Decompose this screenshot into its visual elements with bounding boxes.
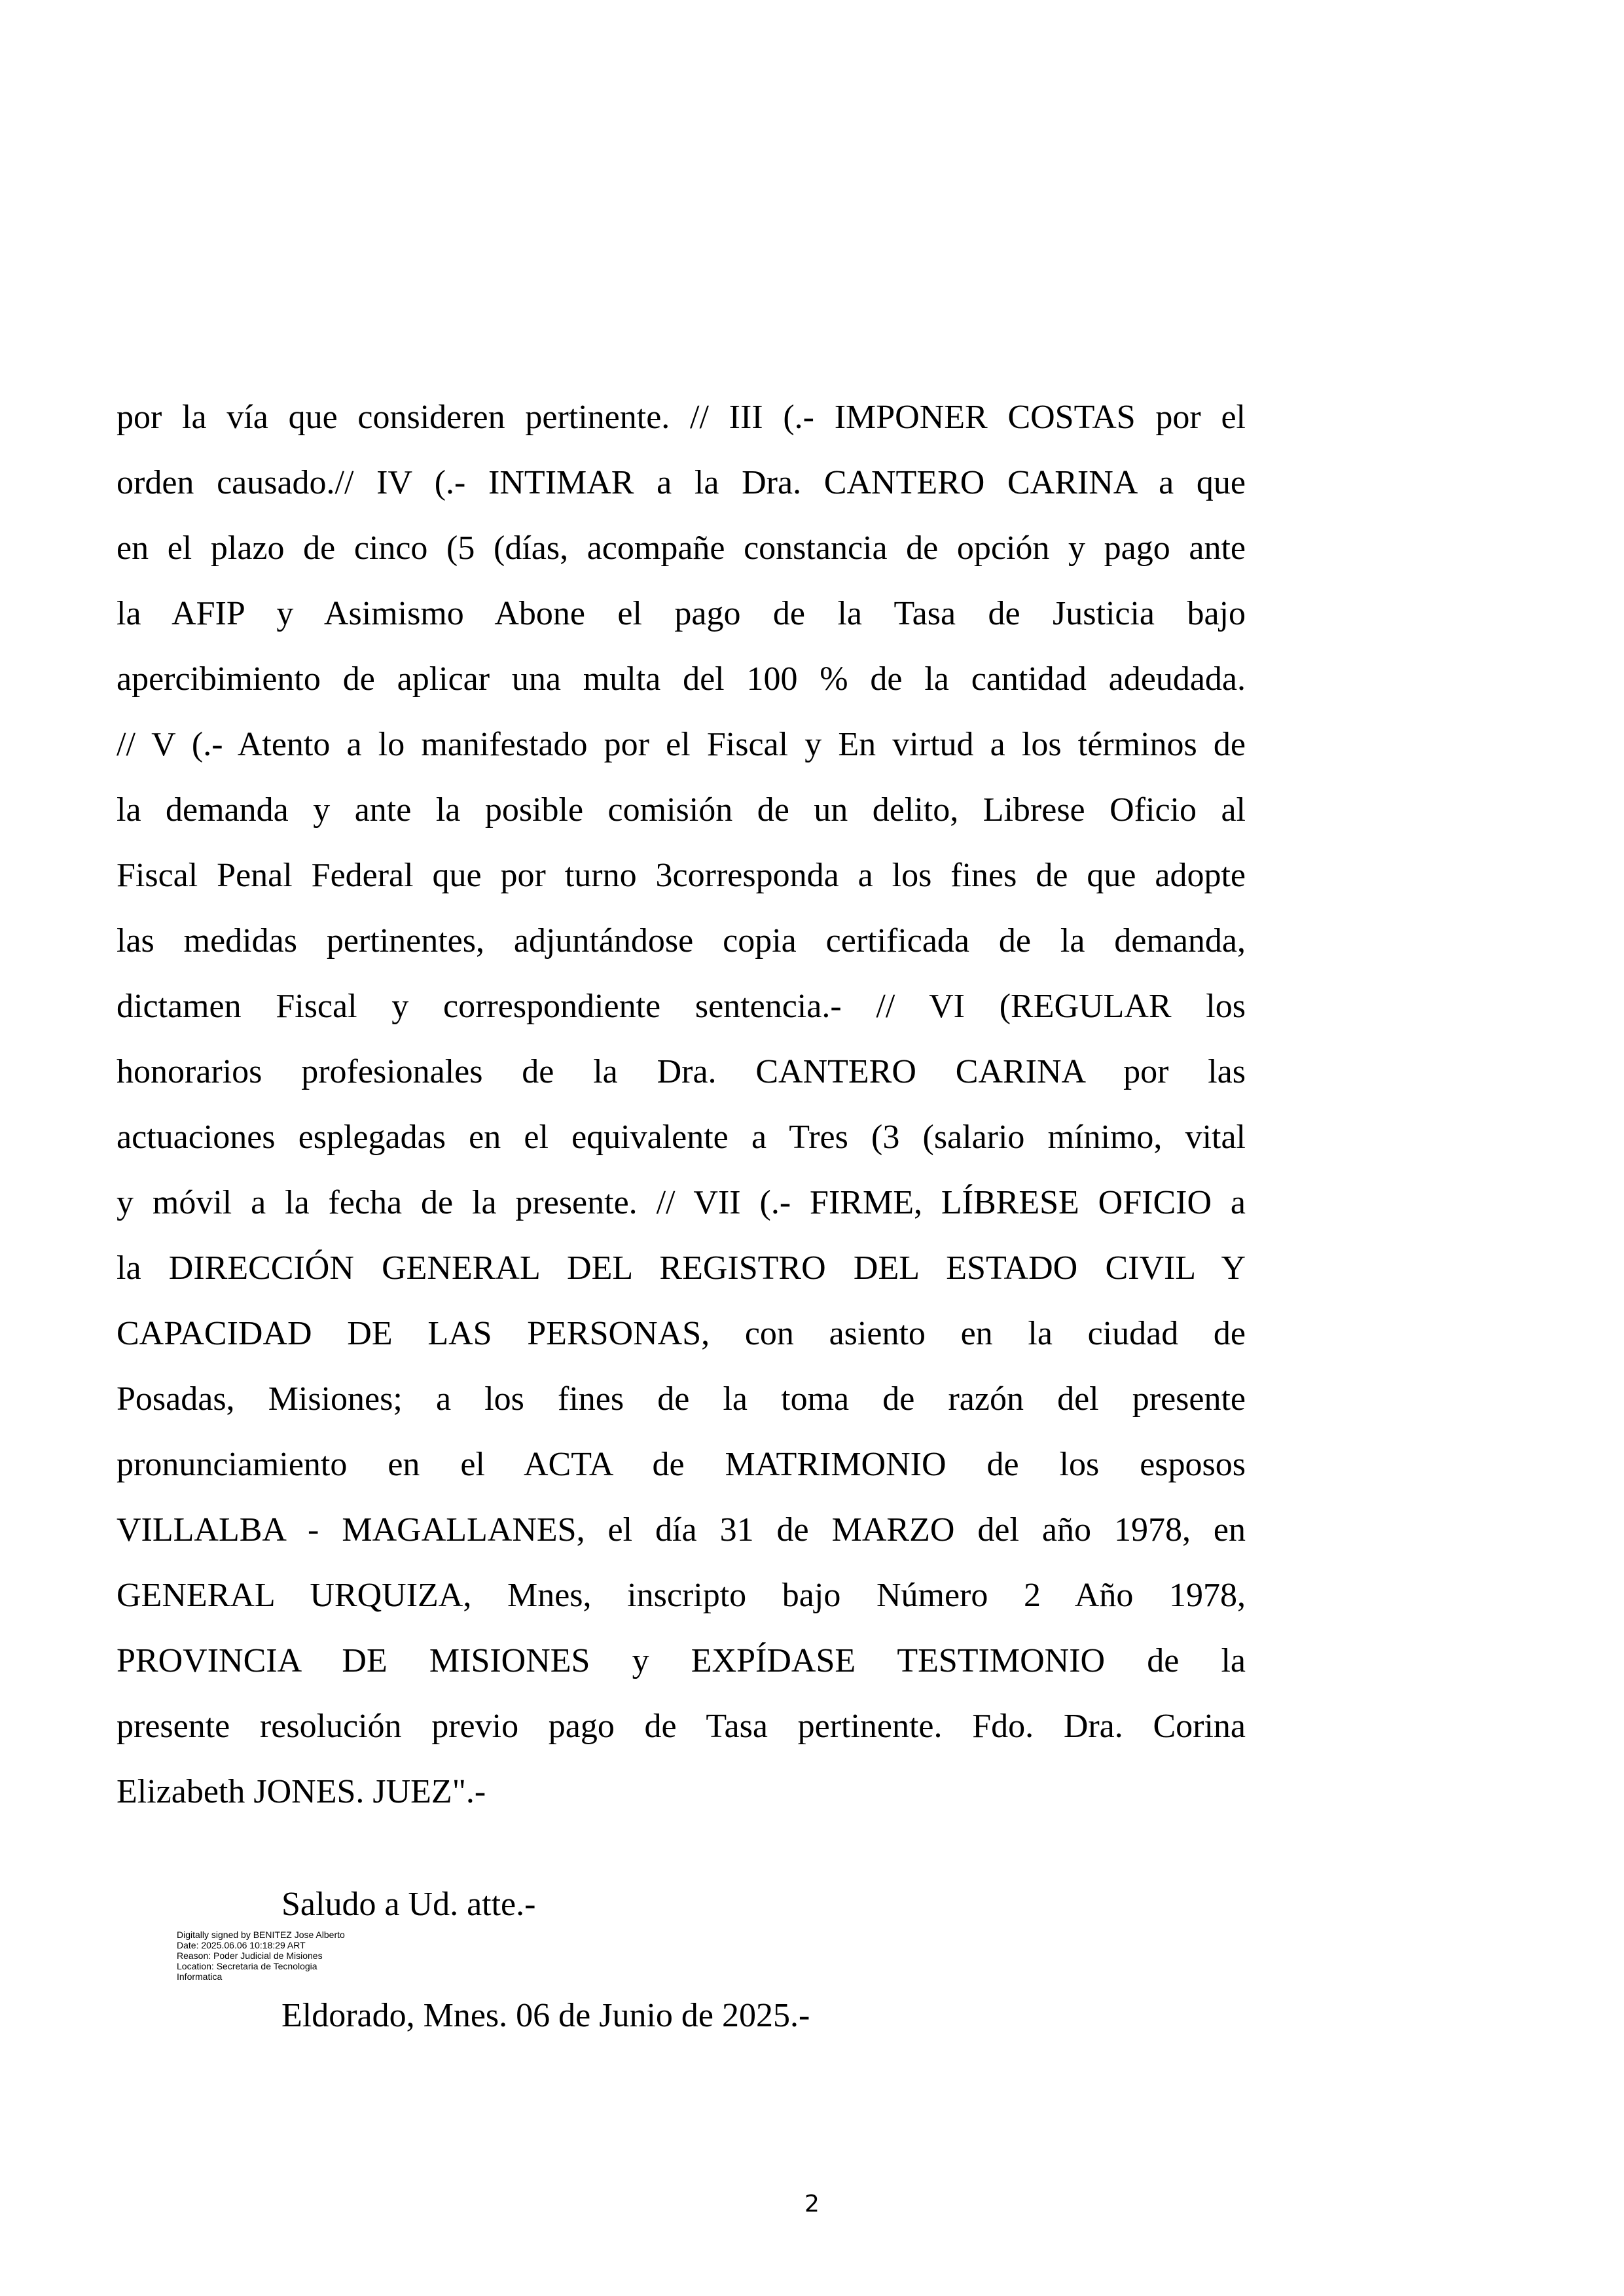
body-line: presente resolución previo pago de Tasa pertinente. Fdo. Dra. Corina (117, 1708, 1246, 1745)
page-number: 2 (804, 2191, 820, 2217)
body-line: PROVINCIA DE MISIONES y EXPÍDASE TESTIMONIO de la (117, 1642, 1246, 1679)
body-line: // V (.- Atento a lo manifestado por el Fiscal y En virtud a los términos de (117, 726, 1246, 763)
body-line: las medidas pertinentes, adjuntándose copia certificada de la demanda, (117, 922, 1246, 960)
body-line-last: Elizabeth JONES. JUEZ".- (117, 1773, 486, 1810)
body-line: la DIRECCIÓN GENERAL DEL REGISTRO DEL ESTADO CIVIL Y (117, 1249, 1246, 1287)
body-line: en el plazo de cinco (5 (días, acompañe constancia de opción y pago ante (117, 529, 1246, 567)
body-line: dictamen Fiscal y correspondiente sentencia.- // VI (REGULAR los (117, 988, 1246, 1025)
salutation: Saludo a Ud. atte.- (281, 1886, 536, 1923)
place-and-date: Eldorado, Mnes. 06 de Junio de 2025.- (281, 1997, 810, 2034)
signature-line: Digitally signed by BENITEZ Jose Alberto (177, 1929, 345, 1940)
signature-line: Reason: Poder Judicial de Misiones (177, 1950, 323, 1961)
body-line: la demanda y ante la posible comisión de un delito, Librese Oficio al (117, 791, 1246, 829)
body-line: Posadas, Misiones; a los fines de la toma de razón del presente (117, 1380, 1246, 1418)
body-line: actuaciones esplegadas en el equivalente a Tres (3 (salario mínimo, vital (117, 1119, 1246, 1156)
body-line: Fiscal Penal Federal que por turno 3corresponda a los fines de que adopte (117, 857, 1246, 894)
body-line: por la vía que consideren pertinente. // III (.- IMPONER COSTAS por el (117, 399, 1246, 436)
body-line: pronunciamiento en el ACTA de MATRIMONIO de los esposos (117, 1446, 1246, 1483)
body-line: GENERAL URQUIZA, Mnes, inscripto bajo Número 2 Año 1978, (117, 1577, 1246, 1614)
body-line: honorarios profesionales de la Dra. CANTERO CARINA por las (117, 1053, 1246, 1090)
body-line: CAPACIDAD DE LAS PERSONAS, con asiento en la ciudad de (117, 1315, 1246, 1352)
body-line: la AFIP y Asimismo Abone el pago de la Tasa de Justicia bajo (117, 595, 1246, 632)
signature-line: Informatica (177, 1971, 223, 1982)
signature-line: Location: Secretaria de Tecnologia (177, 1961, 317, 1971)
body-line: apercibimiento de aplicar una multa del 100 % de la cantidad adeudada. (117, 660, 1246, 698)
resolution-body-text (117, 385, 1246, 1825)
body-line: VILLALBA - MAGALLANES, el día 31 de MARZO del año 1978, en (117, 1511, 1246, 1549)
digital-signature-stamp (177, 1929, 345, 1982)
body-line: orden causado.// IV (.- INTIMAR a la Dra. CANTERO CARINA a que (117, 464, 1246, 501)
signature-line: Date: 2025.06.06 10:18:29 ART (177, 1940, 306, 1950)
body-line: y móvil a la fecha de la presente. // VII (.- FIRME, LÍBRESE OFICIO a (117, 1184, 1246, 1221)
